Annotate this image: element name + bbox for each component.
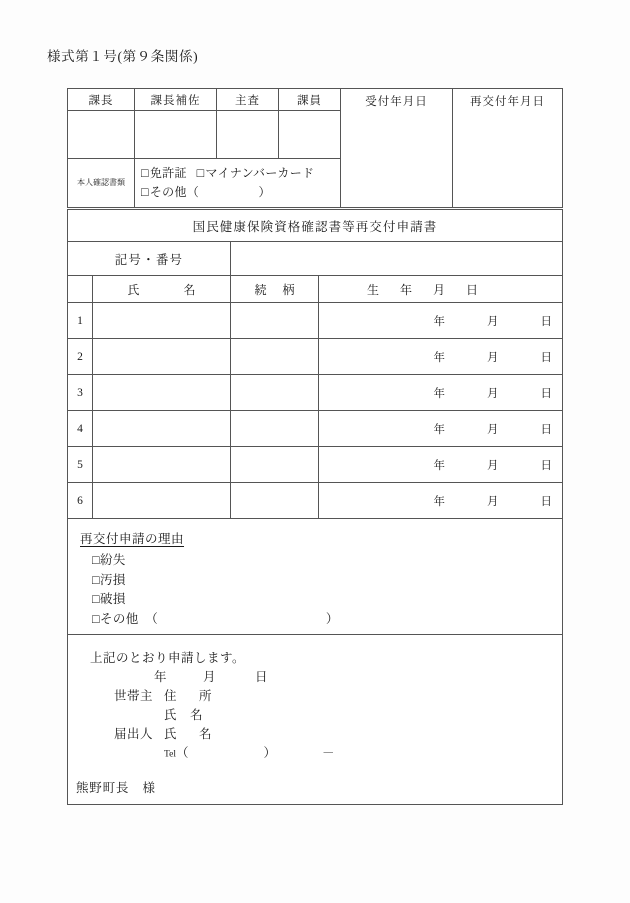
paren-open-other: （ xyxy=(186,185,200,199)
kigo-value-input[interactable] xyxy=(231,242,563,276)
addressee-line: 熊野町長 様 xyxy=(76,781,156,795)
approval-header-kachohosa: 課長補佐 xyxy=(135,89,217,111)
checkbox-mynumber[interactable] xyxy=(197,166,315,180)
approval-header-uketsuke-date: 受付年月日 xyxy=(341,89,453,208)
row-name-input[interactable] xyxy=(93,339,231,375)
checkbox-glyph-mynumber: □ xyxy=(196,165,205,180)
reason-row xyxy=(68,519,563,635)
checkbox-label-other: その他 xyxy=(149,185,187,199)
kigo-label: 記号・番号 xyxy=(68,242,231,276)
declaration-date-line[interactable] xyxy=(68,668,562,687)
row-dob-year: 年 xyxy=(433,387,445,400)
row-dob-day: 日 xyxy=(540,423,552,436)
row-index: 2 xyxy=(68,339,93,375)
reason-option-soiled[interactable]: □汚損 xyxy=(92,572,126,587)
table-row xyxy=(68,483,563,519)
row-name-input[interactable] xyxy=(93,411,231,447)
applicant-name-label: 氏 名 xyxy=(164,727,217,741)
row-dob-input[interactable] xyxy=(319,447,563,483)
row-dob-day: 日 xyxy=(540,459,552,472)
checkbox-other[interactable] xyxy=(141,185,187,199)
row-dob-input[interactable] xyxy=(319,483,563,519)
householder-address-label: 住 所 xyxy=(164,689,217,703)
row-dob-year: 年 xyxy=(433,315,445,328)
approval-signature-shusa[interactable] xyxy=(217,111,279,159)
declaration-date-year: 年 xyxy=(154,670,168,684)
row-relation-input[interactable] xyxy=(231,447,319,483)
id-document-other-input[interactable] xyxy=(199,185,258,199)
checkbox-glyph-license: □ xyxy=(141,165,149,180)
row-index: 6 xyxy=(68,483,93,519)
approval-header-row xyxy=(68,89,563,111)
row-index: 3 xyxy=(68,375,93,411)
row-relation-input[interactable] xyxy=(231,411,319,447)
row-dob-month: 月 xyxy=(487,423,499,436)
reason-option-lost[interactable]: □紛失 xyxy=(92,553,126,567)
application-title: 国民健康保険資格確認書等再交付申請書 xyxy=(68,210,563,242)
declaration-date-day: 日 xyxy=(255,670,269,684)
declaration-intro: 上記のとおり申請します。 xyxy=(90,651,246,665)
id-document-options xyxy=(135,159,341,208)
checkbox-label-mynumber: マイナンバーカード xyxy=(205,165,315,180)
person-column-header-row xyxy=(68,276,563,303)
approval-signature-kain[interactable] xyxy=(279,111,341,159)
row-relation-input[interactable] xyxy=(231,483,319,519)
reason-option-damaged[interactable]: □破損 xyxy=(92,592,126,606)
row-relation-input[interactable] xyxy=(231,303,319,339)
table-row xyxy=(68,339,563,375)
column-header-name xyxy=(93,276,231,303)
row-dob-input[interactable] xyxy=(319,339,563,375)
table-row xyxy=(68,447,563,483)
row-dob-inner xyxy=(319,493,562,509)
kigo-row xyxy=(68,242,563,276)
row-dob-month: 月 xyxy=(487,459,499,472)
row-dob-inner xyxy=(319,421,562,437)
column-header-relation-inner xyxy=(254,283,294,297)
approval-header-kain: 課員 xyxy=(279,89,341,111)
column-header-dob-month: 月 xyxy=(433,282,446,297)
row-relation-input[interactable] xyxy=(231,375,319,411)
row-dob-day: 日 xyxy=(540,495,552,508)
declaration-row xyxy=(68,635,563,805)
approval-header-kacho: 課長 xyxy=(68,89,135,111)
reason-option-other[interactable]: □その他 （ ） xyxy=(92,611,339,626)
reason-section xyxy=(68,519,563,635)
column-header-dob-year: 年 xyxy=(400,282,413,297)
approval-header-shusa: 主査 xyxy=(217,89,279,111)
row-dob-input[interactable] xyxy=(319,411,563,447)
column-header-name-a: 氏 xyxy=(127,282,140,297)
table-row xyxy=(68,411,563,447)
row-dob-month: 月 xyxy=(487,351,499,364)
row-dob-year: 年 xyxy=(433,495,445,508)
telephone-dash: － xyxy=(322,746,336,760)
column-header-relation-a: 続 xyxy=(254,282,267,297)
applicant-label: 届出人 xyxy=(114,727,154,741)
reason-title: 再交付申請の理由 xyxy=(80,532,185,546)
row-dob-day: 日 xyxy=(540,387,552,400)
row-name-input[interactable] xyxy=(93,303,231,339)
reason-option-list xyxy=(80,551,562,629)
row-dob-year: 年 xyxy=(433,351,445,364)
form-number-heading: 様式第１号(第９条関係) xyxy=(47,49,199,64)
table-row xyxy=(68,303,563,339)
row-relation-input[interactable] xyxy=(231,339,319,375)
column-header-relation xyxy=(231,276,319,303)
row-dob-inner xyxy=(319,457,562,473)
householder-address-line xyxy=(68,687,562,706)
row-dob-inner xyxy=(319,313,562,329)
declaration-date-month: 月 xyxy=(203,670,217,684)
column-header-dob-sei: 生 xyxy=(367,282,380,297)
column-header-name-b: 名 xyxy=(183,282,196,297)
row-dob-year: 年 xyxy=(433,459,445,472)
column-header-dob xyxy=(319,276,563,303)
checkbox-other-line xyxy=(141,183,340,202)
checkbox-glyph-other: □ xyxy=(141,185,149,199)
row-dob-day: 日 xyxy=(540,315,552,328)
row-dob-inner xyxy=(319,385,562,401)
column-header-dob-inner xyxy=(319,281,562,298)
applicant-name-line xyxy=(68,725,562,744)
row-index: 1 xyxy=(68,303,93,339)
column-header-relation-b: 柄 xyxy=(282,282,295,297)
column-header-name-inner xyxy=(127,283,195,297)
approval-signature-kachohosa[interactable] xyxy=(135,111,217,159)
column-header-dob-day: 日 xyxy=(466,282,479,297)
row-dob-input[interactable] xyxy=(319,375,563,411)
householder-label: 世帯主 xyxy=(114,689,154,703)
telephone-line[interactable] xyxy=(68,744,562,763)
approval-signature-kacho[interactable] xyxy=(68,111,135,159)
approval-header-saikoufu-date: 再交付年月日 xyxy=(453,89,563,208)
telephone-paren: （ ） xyxy=(176,746,277,760)
row-name-input[interactable] xyxy=(93,483,231,519)
telephone-label: Tel xyxy=(164,749,176,760)
column-header-index xyxy=(68,276,93,303)
application-table xyxy=(67,209,563,805)
row-dob-month: 月 xyxy=(487,495,499,508)
householder-name-line xyxy=(68,706,562,725)
checkbox-label-license: 免許証 xyxy=(149,165,187,180)
id-document-label: 本人確認書類 xyxy=(68,159,135,208)
row-name-input[interactable] xyxy=(93,447,231,483)
row-index: 4 xyxy=(68,411,93,447)
paren-close-other: ） xyxy=(258,185,271,199)
declaration-section xyxy=(68,635,563,805)
approval-table xyxy=(67,88,563,208)
checkbox-license[interactable] xyxy=(141,166,187,180)
row-dob-month: 月 xyxy=(487,315,499,328)
row-index: 5 xyxy=(68,447,93,483)
row-dob-inner xyxy=(319,349,562,365)
householder-name-label: 氏 名 xyxy=(164,708,204,722)
row-dob-input[interactable] xyxy=(319,303,563,339)
table-row xyxy=(68,375,563,411)
row-dob-day: 日 xyxy=(540,351,552,364)
row-dob-month: 月 xyxy=(487,387,499,400)
application-title-row xyxy=(68,210,563,242)
row-name-input[interactable] xyxy=(93,375,231,411)
row-dob-year: 年 xyxy=(433,423,445,436)
